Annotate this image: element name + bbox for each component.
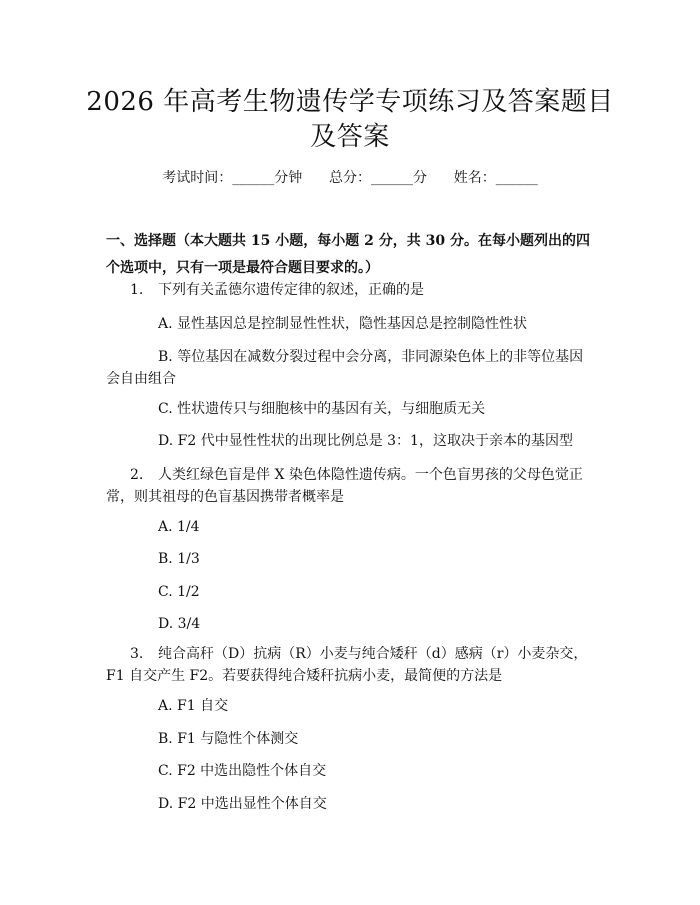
question-number: 3. [130, 646, 144, 662]
option-2c: C. 1/2 [158, 584, 200, 600]
question-number: 1. [130, 282, 144, 298]
option-1d: D. F2 代中显性性状的出现比例总是 3：1，这取决于亲本的基因型 [158, 433, 573, 449]
option-3c: C. F2 中选出隐性个体自交 [158, 763, 327, 779]
question-3 [106, 643, 590, 687]
question-text: 人类红绿色盲是伴 X 染色体隐性遗传病。一个色盲男孩的父母色觉正常，则其祖母的色盲基因携带者概率是 [106, 467, 583, 505]
option-3b: B. F1 与隐性个体测交 [158, 731, 299, 747]
question-text: 下列有关孟德尔遗传定律的叙述，正确的是 [158, 282, 424, 298]
page-title: 2026 年高考生物遗传学专项练习及答案题目 [86, 87, 614, 117]
option-1b: B. 等位基因在减数分裂过程中会分离，非同源染色体上的非等位基因会自由组合 [106, 349, 584, 387]
option-3d: D. F2 中选出显性个体自交 [158, 796, 327, 812]
page-title-continued: 及答案 [310, 122, 390, 152]
option-3a: A. F1 自交 [158, 698, 229, 714]
option-2d: D. 3/4 [158, 616, 201, 632]
question-2 [106, 464, 590, 508]
option-2a: A. 1/4 [158, 519, 200, 535]
option-1c: C. 性状遗传只与细胞核中的基因有关，与细胞质无关 [158, 401, 486, 417]
option-1a: A. 显性基因总是控制显性性状，隐性基因总是控制隐性性状 [158, 316, 528, 332]
question-1 [106, 279, 590, 301]
section-heading: 一、选择题（本大题共 15 小题，每小题 2 分，共 30 分。在每小题列出的四个选项中，只有一项是最符合题目要求的。） [106, 233, 590, 276]
question-number: 2. [130, 467, 144, 483]
exam-info-line: 考试时间：______分钟 总分：______分 姓名：______ [162, 170, 538, 186]
question-text: 纯合高秆（D）抗病（R）小麦与纯合矮秆（d）感病（r）小麦杂交，F1 自交产生 F2。若要获得纯合矮秆抗病小麦，最简便的方法是 [106, 646, 588, 684]
option-2b: B. 1/3 [158, 551, 200, 567]
